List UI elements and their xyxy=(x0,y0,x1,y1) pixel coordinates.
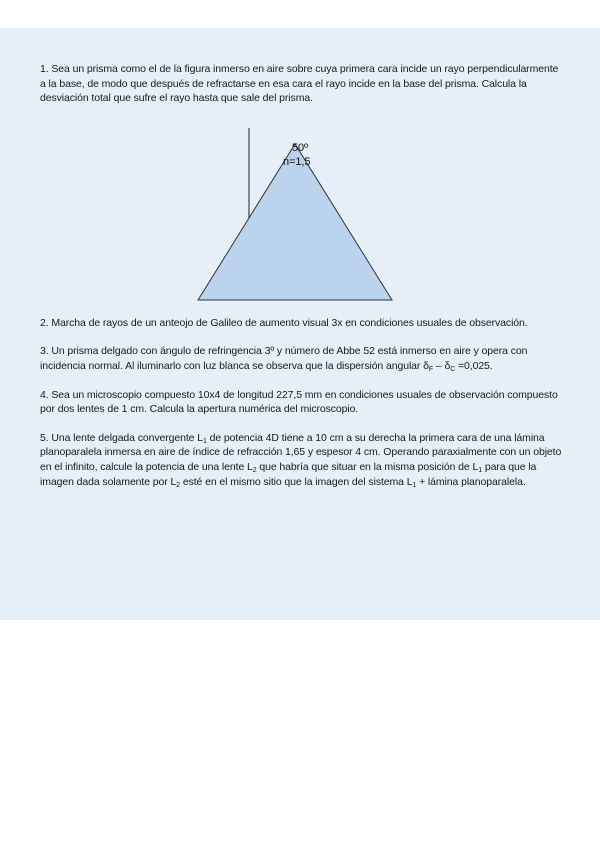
refractive-index-label: n=1,5 xyxy=(283,155,311,168)
lens-subscript-2: 2 xyxy=(252,466,257,474)
prism-figure xyxy=(40,114,564,302)
problem-5-part-5: esté en el mismo sitio que la imagen del sistema L xyxy=(180,475,413,488)
problem-5-part-2: de potencia 4D tiene a 10 cm a su derecha la primera cara de una lámina planoparalela inmersa en aire de índice de refracción 1,65 y espesor 4 cm. Operando paraxialmente con un objeto en el infinito, calcule la potencia de una lente L xyxy=(40,431,562,473)
problem-3-main: 3. Un prisma delgado con ángulo de refringencia 3º y número de Abbe 52 está inmerso en aire y opera con incidencia normal. Al iluminarlo con luz blanca se observa que la dispersión angular δ xyxy=(40,345,528,372)
problem-5-part-4: para que la imagen dada solamente por L xyxy=(40,460,537,488)
subscript-c: C xyxy=(450,365,456,373)
lens-subscript-1: 1 xyxy=(202,437,207,445)
problem-3-tail: =0,025. xyxy=(455,359,493,372)
problem-3-text xyxy=(40,344,564,373)
problem-5-part-3: que habría que situar en la misma posición de L xyxy=(256,460,479,473)
problem-3-minus: – δ xyxy=(433,359,451,372)
lens-subscript-3: 1 xyxy=(478,466,483,474)
problem-2-text: 2. Marcha de rayos de un anteojo de Galileo de aumento visual 3x en condiciones usuales de observación. xyxy=(40,316,528,329)
problem-1-text: 1. Sea un prisma como el de la figura inmerso en aire sobre cuya primera cara incide un rayo perpendicularmente a la base, de modo que después de refractarse en esa cara el rayo incide en la base del prisma. Calcula la desviación total que sufre el rayo hasta que sale del prisma. xyxy=(40,63,559,105)
problem-5-part-6: + lámina planoparalela. xyxy=(416,475,526,488)
problem-list xyxy=(40,62,564,489)
problem-5-text xyxy=(40,431,564,489)
apex-angle-label: 50º xyxy=(292,141,308,154)
content-panel xyxy=(0,28,600,620)
subscript-f: F xyxy=(428,365,434,373)
problem-4-text: 4. Sea un microscopio compuesto 10x4 de longitud 227,5 mm en condiciones usuales de observación compuesto por dos lentes de 1 cm. Calcula la apertura numérica del microscopio. xyxy=(40,388,558,416)
lens-subscript-4: 2 xyxy=(176,481,181,489)
problem-5-part-1: 5. Una lente delgada convergente L xyxy=(40,431,203,444)
lens-subscript-5: 1 xyxy=(412,481,417,489)
